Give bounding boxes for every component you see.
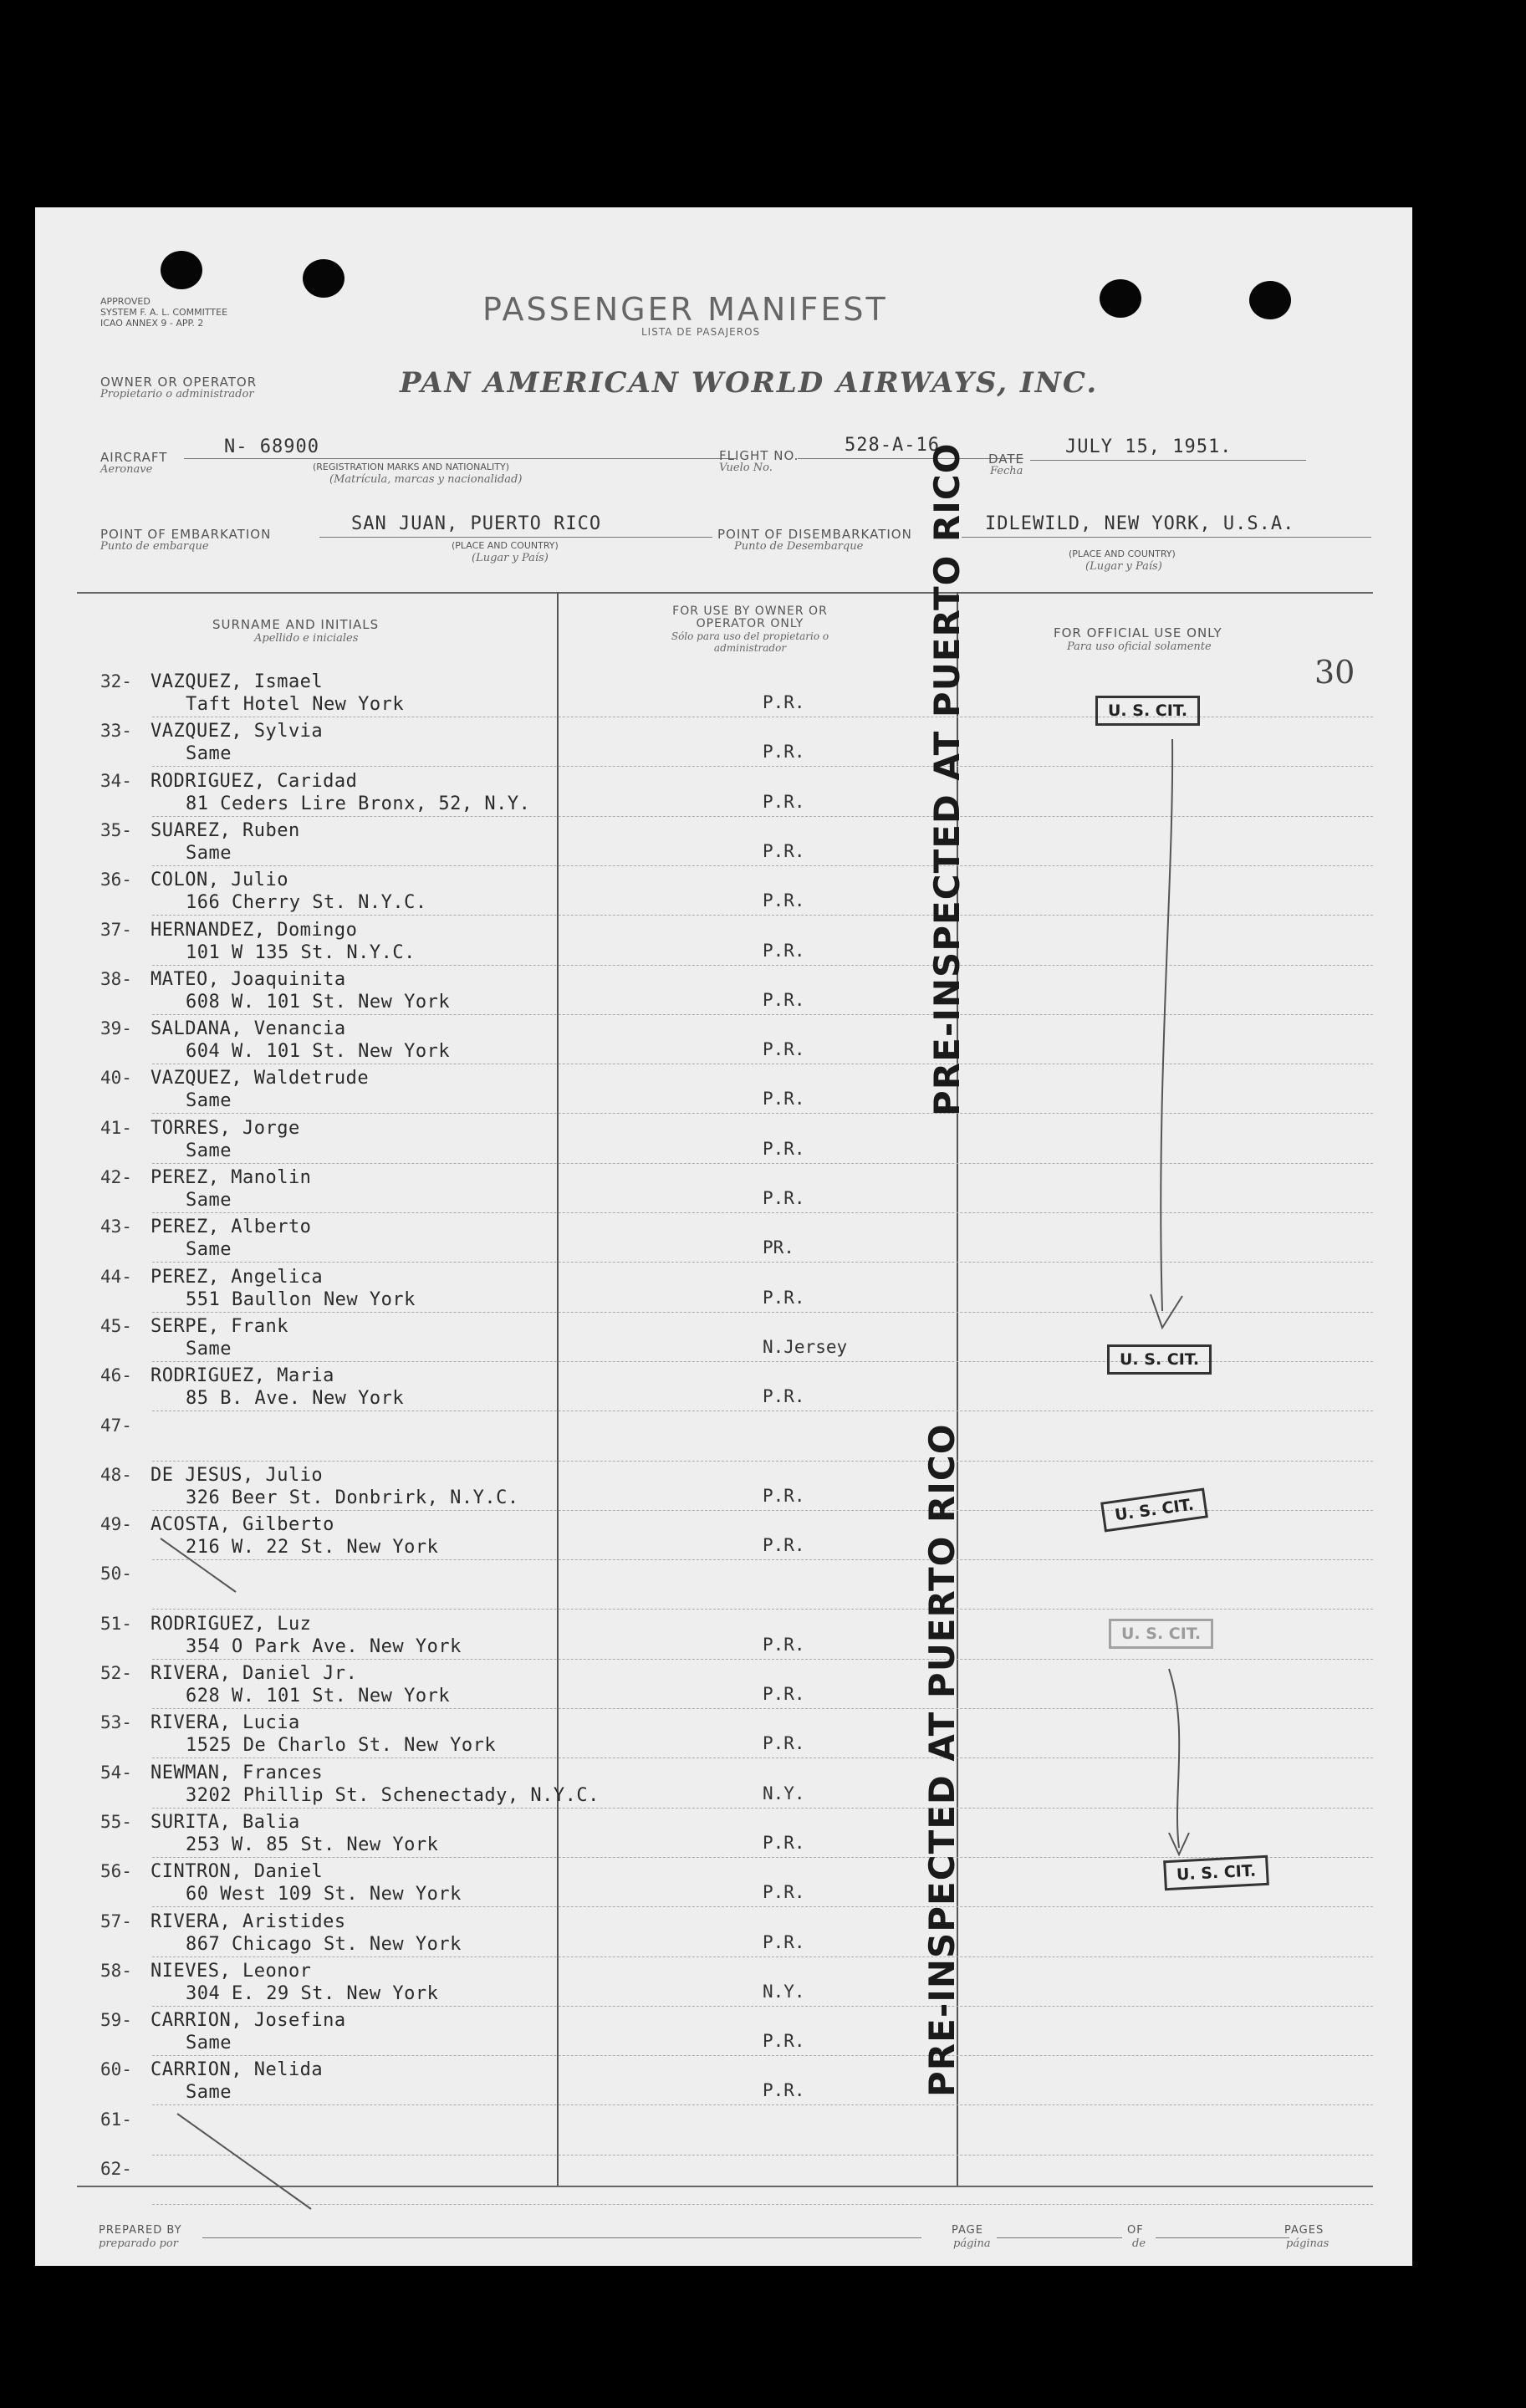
passenger-address: 608 W. 101 St. New York (186, 992, 451, 1013)
passenger-residence: P.R. (763, 1089, 805, 1109)
embarkation-label-es: Punto de embarque (100, 540, 209, 553)
passenger-residence: P.R. (763, 941, 805, 961)
row-number: 50- (100, 1564, 132, 1584)
passenger-name: SALDANA, Venancia (151, 1018, 346, 1039)
page-number: 30 (1314, 654, 1355, 691)
column-header-official: FOR OFFICIAL USE ONLY (1054, 625, 1222, 640)
passenger-residence: P.R. (763, 1535, 805, 1555)
passenger-residence: P.R. (763, 1039, 805, 1059)
manifest-page (35, 207, 1412, 2266)
passenger-address: 166 Cherry St. N.Y.C. (186, 892, 427, 913)
passenger-address: 867 Chicago St. New York (186, 1934, 462, 1955)
passenger-address: Same (186, 1239, 232, 1260)
passenger-residence: P.R. (763, 1188, 805, 1208)
aircraft-value: N- 68900 (224, 436, 319, 457)
operator-header-text-es: Sólo para uso del propietario o administrador (671, 630, 829, 654)
passenger-residence: P.R. (763, 890, 805, 911)
page-label-es: página (953, 2237, 991, 2250)
passenger-name: NEWMAN, Frances (151, 1763, 324, 1783)
operator-header-text: FOR USE BY OWNER OR OPERATOR ONLY (672, 605, 828, 630)
disembarkation-label: POINT OF DISEMBARKATION (717, 527, 912, 542)
us-cit-stamp: U. S. CIT. (1107, 1344, 1212, 1375)
passenger-address: 216 W. 22 St. New York (186, 1537, 439, 1558)
disembarkation-value: IDLEWILD, NEW YORK, U.S.A. (985, 513, 1295, 534)
prepared-by-label: PREPARED BY (99, 2224, 182, 2237)
of-label: OF (1127, 2224, 1144, 2237)
row-number: 51- (100, 1614, 132, 1634)
passenger-address: Same (186, 1190, 232, 1211)
flight-label-es: Vuelo No. (719, 462, 773, 474)
registration-note-es: (Matrícula, marcas y nacionalidad) (329, 473, 523, 486)
us-cit-stamp: U. S. CIT. (1100, 1487, 1208, 1532)
pages-label-es: páginas (1286, 2237, 1330, 2250)
passenger-residence: N.Y. (763, 1982, 805, 2002)
passenger-address: 326 Beer St. Donbrirk, N.Y.C. (186, 1487, 519, 1508)
date-label: DATE (988, 452, 1025, 467)
prepared-by-label-es: preparado por (99, 2237, 178, 2250)
row-number: 41- (100, 1118, 132, 1138)
passenger-residence: P.R. (763, 1833, 805, 1853)
row-number: 59- (100, 2010, 132, 2030)
passenger-residence: P.R. (763, 692, 805, 712)
approval-line: ICAO ANNEX 9 - APP. 2 (100, 318, 204, 329)
passenger-address: Same (186, 1140, 232, 1161)
passenger-name: PEREZ, Angelica (151, 1267, 324, 1288)
passenger-name: CINTRON, Daniel (151, 1861, 324, 1882)
us-cit-stamp: U. S. CIT. (1109, 1619, 1213, 1649)
column-header-name: SURNAME AND INITIALS (212, 617, 380, 632)
flight-label: FLIGHT NO. (719, 448, 799, 463)
passenger-residence: P.R. (763, 1486, 805, 1506)
row-number: 33- (100, 721, 132, 741)
passenger-name: RIVERA, Daniel Jr. (151, 1663, 358, 1684)
embarkation-value: SAN JUAN, PUERTO RICO (351, 513, 602, 534)
passenger-address: Same (186, 2082, 232, 2103)
passenger-residence: P.R. (763, 2031, 805, 2051)
row-number: 56- (100, 1861, 132, 1881)
passenger-residence: P.R. (763, 2080, 805, 2100)
passenger-address: 253 W. 85 St. New York (186, 1834, 439, 1855)
passenger-address: 628 W. 101 St. New York (186, 1686, 451, 1707)
passenger-residence: P.R. (763, 841, 805, 861)
passenger-name: CARRION, Josefina (151, 2010, 346, 2031)
column-header-official-es: Para uso oficial solamente (1067, 640, 1212, 653)
row-number: 54- (100, 1763, 132, 1783)
passenger-name: RODRIGUEZ, Caridad (151, 771, 358, 792)
aircraft-label-es: Aeronave (100, 463, 153, 476)
row-number: 43- (100, 1217, 132, 1237)
passenger-address: 604 W. 101 St. New York (186, 1041, 451, 1062)
row-number: 32- (100, 671, 132, 691)
row-number: 58- (100, 1961, 132, 1981)
passenger-residence: PR. (763, 1237, 794, 1258)
place-note-es: (Lugar y País) (472, 552, 549, 564)
row-number: 60- (100, 2059, 132, 2079)
row-number: 42- (100, 1167, 132, 1187)
us-cit-stamp: U. S. CIT. (1163, 1855, 1269, 1890)
approval-line: APPROVED (100, 296, 151, 307)
passenger-name: RIVERA, Aristides (151, 1911, 346, 1932)
passenger-name: RODRIGUEZ, Luz (151, 1614, 312, 1635)
passenger-address: Same (186, 1339, 232, 1360)
pre-inspected-stamp: PRE-INSPECTED AT PUERTO RICO (921, 1423, 962, 2097)
flight-value: 528-A-16 (845, 435, 940, 456)
passenger-address: Taft Hotel New York (186, 694, 405, 715)
passenger-residence: P.R. (763, 792, 805, 812)
owner-label-es: Propietario o administrador (100, 388, 254, 400)
row-number: 52- (100, 1663, 132, 1683)
passenger-name: VAZQUEZ, Waldetrude (151, 1068, 370, 1089)
row-number: 47- (100, 1416, 132, 1436)
row-number: 40- (100, 1068, 132, 1088)
row-number: 45- (100, 1316, 132, 1336)
us-cit-stamp: U. S. CIT. (1095, 696, 1200, 726)
row-number: 39- (100, 1018, 132, 1038)
passenger-residence: P.R. (763, 742, 805, 762)
passenger-name: PEREZ, Alberto (151, 1217, 312, 1237)
row-number: 49- (100, 1514, 132, 1534)
passenger-address: 60 West 109 St. New York (186, 1884, 462, 1905)
passenger-address: 3202 Phillip St. Schenectady, N.Y.C. (186, 1785, 600, 1806)
row-number: 53- (100, 1712, 132, 1732)
passenger-name: SURITA, Balia (151, 1812, 300, 1833)
passenger-name: HERNANDEZ, Domingo (151, 920, 358, 941)
row-number: 37- (100, 920, 132, 940)
passenger-address: Same (186, 2033, 232, 2053)
pages-label: PAGES (1284, 2224, 1324, 2237)
passenger-residence: P.R. (763, 990, 805, 1010)
passenger-residence: P.R. (763, 1932, 805, 1952)
passenger-residence: N.Y. (763, 1783, 805, 1803)
passenger-name: RIVERA, Lucia (151, 1712, 300, 1733)
passenger-name: RODRIGUEZ, Maria (151, 1365, 334, 1386)
owner-label: OWNER OR OPERATOR (100, 375, 258, 390)
row-number: 46- (100, 1365, 132, 1385)
passenger-residence: P.R. (763, 1882, 805, 1902)
passenger-name: VAZQUEZ, Sylvia (151, 721, 324, 742)
passenger-residence: P.R. (763, 1733, 805, 1753)
page-label: PAGE (952, 2224, 983, 2237)
passenger-address: 551 Baullon New York (186, 1289, 416, 1310)
passenger-address: Same (186, 1090, 232, 1111)
passenger-residence: P.R. (763, 1288, 805, 1308)
page-title: PASSENGER MANIFEST (482, 291, 888, 328)
place-note: (PLACE AND COUNTRY) (1069, 548, 1176, 559)
passenger-address: 81 Ceders Lire Bronx, 52, N.Y. (186, 793, 531, 814)
ditto-marks (35, 207, 1412, 2266)
passenger-address: 304 E. 29 St. New York (186, 1983, 439, 2004)
passenger-address: Same (186, 843, 232, 864)
row-number: 48- (100, 1465, 132, 1485)
passenger-name: SUAREZ, Ruben (151, 820, 300, 841)
row-number: 55- (100, 1812, 132, 1832)
column-header-name-es: Apellido e iniciales (254, 632, 359, 645)
page-subtitle: LISTA DE PASAJEROS (641, 326, 761, 338)
of-label-es: de (1132, 2237, 1146, 2250)
place-note: (PLACE AND COUNTRY) (452, 540, 559, 551)
embarkation-label: POINT OF EMBARKATION (100, 527, 272, 542)
date-label-es: Fecha (990, 465, 1023, 477)
approval-line: SYSTEM F. A. L. COMMITTEE (100, 307, 228, 318)
passenger-name: TORRES, Jorge (151, 1118, 300, 1139)
passenger-name: COLON, Julio (151, 870, 288, 890)
passenger-address: 354 O Park Ave. New York (186, 1636, 462, 1657)
passenger-address: Same (186, 743, 232, 764)
operator-name: PAN AMERICAN WORLD AIRWAYS, INC. (400, 366, 1099, 400)
row-number: 61- (100, 2110, 132, 2130)
passenger-name: MATEO, Joaquinita (151, 969, 346, 990)
aircraft-label: AIRCRAFT (100, 450, 168, 465)
passenger-name: PEREZ, Manolin (151, 1167, 312, 1188)
row-number: 38- (100, 969, 132, 989)
passenger-residence: P.R. (763, 1386, 805, 1406)
date-value: JULY 15, 1951. (1065, 436, 1233, 457)
row-number: 34- (100, 771, 132, 791)
row-number: 57- (100, 1911, 132, 1931)
passenger-name: DE JESUS, Julio (151, 1465, 324, 1486)
row-number: 44- (100, 1267, 132, 1287)
passenger-residence: P.R. (763, 1635, 805, 1655)
passenger-address: 85 B. Ave. New York (186, 1388, 405, 1409)
passenger-name: ACOSTA, Gilberto (151, 1514, 334, 1535)
row-number: 35- (100, 820, 132, 840)
row-number: 36- (100, 870, 132, 890)
passenger-address: 101 W 135 St. N.Y.C. (186, 942, 416, 963)
passenger-residence: P.R. (763, 1139, 805, 1159)
disembarkation-label-es: Punto de Desembarque (734, 540, 864, 553)
passenger-residence: N.Jersey (763, 1337, 848, 1357)
passenger-name: SERPE, Frank (151, 1316, 288, 1337)
passenger-name: VAZQUEZ, Ismael (151, 671, 324, 692)
passenger-name: NIEVES, Leonor (151, 1961, 312, 1982)
passenger-name: CARRION, Nelida (151, 2059, 324, 2080)
passenger-residence: P.R. (763, 1684, 805, 1704)
place-note-es: (Lugar y País) (1085, 560, 1162, 573)
pre-inspected-stamp: PRE-INSPECTED AT PUERTO RICO (926, 442, 967, 1116)
row-number: 62- (100, 2159, 132, 2179)
registration-note: (REGISTRATION MARKS AND NATIONALITY) (313, 462, 510, 472)
passenger-address: 1525 De Charlo St. New York (186, 1735, 497, 1756)
